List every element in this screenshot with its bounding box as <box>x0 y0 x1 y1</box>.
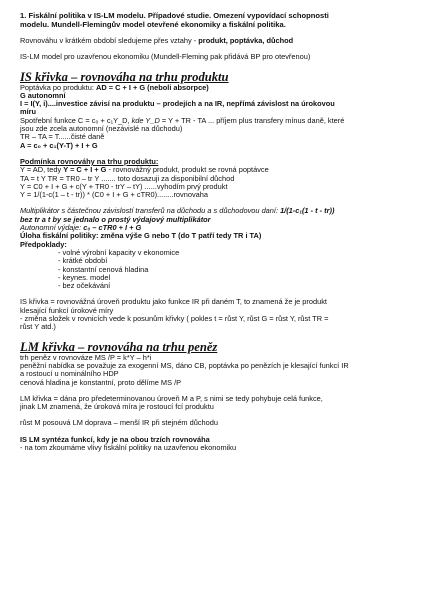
is-definition-line-1: IS křivka = rovnovážná úroveň produktu jako funkce IR při daném T, to znamená že je produkt <box>20 297 327 307</box>
assumption-item: - konstantní cenová hladina <box>58 264 149 274</box>
is-shift-line-1: - změna složek v rovnicích vede k posunům křivky ( pokles t = růst Y, růst G = růst Y, růst TR = <box>20 314 329 324</box>
synthesis-line-1: - na tom zkoumáme vlivy fiskální politiky na uzavřenou ekonomiku <box>20 442 237 452</box>
is-condition-title: Podmínka rovnováhy na trhu produktu: <box>20 156 159 166</box>
multiplier-formula: 1/(1-c₁(1 - t - tr)) <box>280 206 335 216</box>
rovnovaha-bold: produkt, poptávka, důchod <box>198 36 294 45</box>
assumptions-list <box>20 249 434 290</box>
doc-title-line-1: 1. Fiskální politika v IS-LM modelu. Případové studie. Omezení vypovídací schopnosti <box>20 11 329 20</box>
assumption-item: - keynes. model <box>58 272 111 282</box>
multiplier-text: Multiplikátor s částečnou závislostí transferů na důchodu a s důchodovou daní: <box>20 206 281 216</box>
lm-line-3: a rostoucí u nominálního HDP <box>20 369 119 379</box>
assumption-item: - krátké období <box>58 256 108 266</box>
is-condition-line-2: TA = t Y TR = TR0 – tr Y ....... toto dosazuji za disponibilní důchod <box>20 173 235 183</box>
is-condition-suffix: - rovnovážný produkt, produkt se rovná poptávce <box>106 165 269 175</box>
is-consumption-prefix: Spotřební funkce C = c₀ + c₁Y_D, <box>20 115 132 125</box>
is-definition-line-2: klesající funkcí úrokové míry <box>20 305 114 315</box>
lm-line-4: cenová hladina je konstantní, proto dělíme MS /P <box>20 377 182 387</box>
is-consumption-line-cont: jsou zde zcela autonomní (nezávislé na důchodu) <box>20 124 183 134</box>
lm-line-2: peněžní nabídka se považuje za exogenní MS, dáno CB, poptávka po penězích je klesající funkcí IR <box>20 360 349 370</box>
is-g-autonomous: G autonomní <box>20 90 66 100</box>
lm-line-7: růst M posouvá LM doprava – menší IR při stejném důchodu <box>20 418 219 428</box>
is-demand-prefix: Poptávka po produktu: <box>20 82 97 92</box>
is-consumption-suffix: = Y + TR - TA ... příjem plus transfery mínus daně, které <box>159 115 345 125</box>
rovnovaha-line <box>20 37 434 45</box>
assumption-item: - volné výrobní kapacity v ekonomice <box>58 247 180 257</box>
is-demand-formula: AD = C + I + G (neboli absorpce) <box>96 82 209 92</box>
is-heading: IS křivka – rovnováha na trhu produktu <box>20 69 229 84</box>
is-net-taxes: TR – TA = T......čisté daně <box>20 132 105 142</box>
assumptions-title: Předpoklady: <box>20 239 67 249</box>
is-consumption-italic: kde Y_D <box>131 115 160 125</box>
doc-title-line-2: modelu. Mundell-Flemingův model otevřené ekonomiky a fiskální politika. <box>20 20 286 29</box>
synthesis-title: IS LM syntéza funkcí, kdy je na obou trzích rovnováha <box>20 434 210 444</box>
is-demand-line <box>20 84 434 92</box>
is-investment-line: I = I(Y, i)....investice závisí na produktu – prodejích a na IR, nepřímá závislost na úrokovou <box>20 99 335 109</box>
rovnovaha-prefix: Rovnováhu v krátkém období sledujeme přes vztahy - <box>20 36 199 45</box>
is-condition-formula: Y = C + I + G <box>63 165 107 175</box>
is-condition-line-4: Y = 1/(1-c(1 – t - tr)) * (C0 + I + G + cTR0)........rovnovaha <box>20 190 208 200</box>
fiscal-policy-role: Úloha fiskální politiky: změna výše G nebo T (do T patří tedy TR i TA) <box>20 231 262 241</box>
is-investment-line-cont: míru <box>20 107 37 117</box>
lm-line-6: jinak LM znamená, že úroková míra je rostoucí fcí produktu <box>20 402 214 412</box>
is-condition-prefix: Y = AD, tedy <box>20 165 64 175</box>
assumption-item: - bez očekávání <box>58 281 111 291</box>
is-autonomous-formula: A = c₀ + c₁(Y-T) + I + G <box>20 140 98 150</box>
islm-line: IS-LM model pro uzavřenou ekonomiku (Mundell-Fleming pak přidává BP pro otevřenou) <box>20 52 311 62</box>
is-shift-line-2: růst Y atd.) <box>20 322 56 332</box>
is-condition-line-3: Y = C0 + I + G + c(Y + TR0 - trY – tY) ......vyhodím prvý produkt <box>20 181 228 191</box>
lm-heading: LM křivka – rovnováha na trhu peněz <box>20 339 218 354</box>
autonomous-spending-formula: c₀ – cTR0 + I + G <box>83 223 142 233</box>
autonomous-spending-label: Autonomní výdaje: <box>20 223 84 233</box>
lm-line-5: LM křivka = dána pro předeterminovanou úroveň M a P, s nimi se tedy pohybuje celá funkce, <box>20 393 323 403</box>
lm-line-1: trh peněz v rovnováze MS /P = k*Y – h*i <box>20 352 152 362</box>
multiplier-note: bez tr a t by se jednalo o prostý výdajový multiplikátor <box>20 214 211 224</box>
